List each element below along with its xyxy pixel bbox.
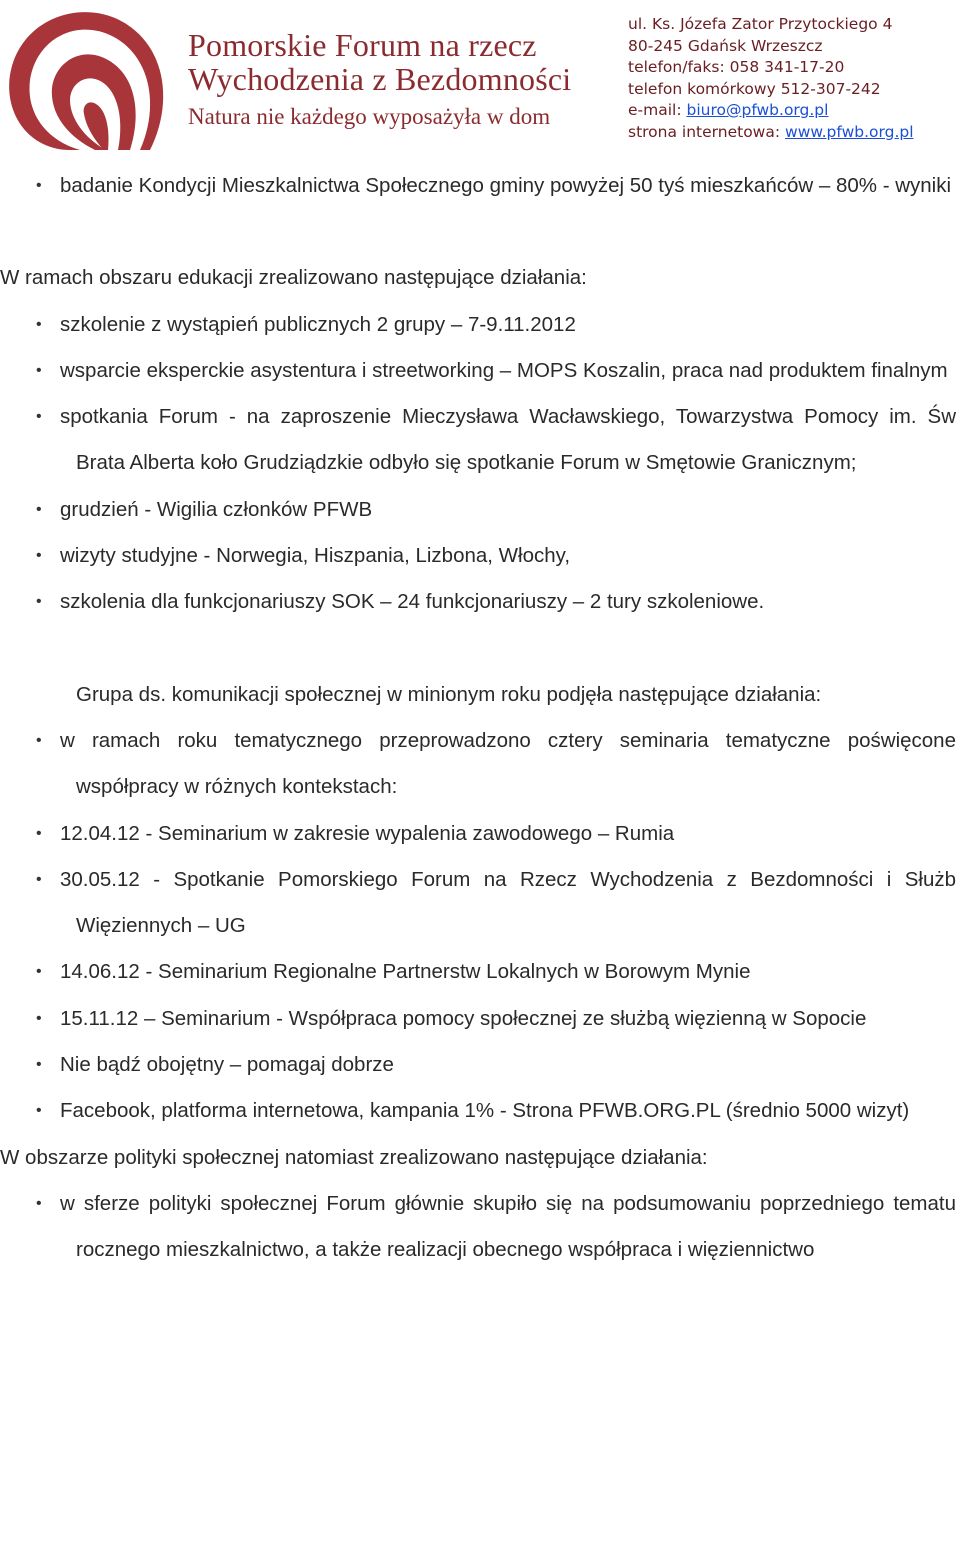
bullet-icon: • — [36, 500, 42, 518]
list-item-text: Nie bądź obojętny – pomagaj dobrze — [60, 1053, 394, 1077]
list-item — [0, 487, 960, 533]
list-item-text: Facebook, platforma internetowa, kampania 1% - Strona PFWB.ORG.PL (średnio 5000 wizyt) — [60, 1099, 910, 1123]
list-item — [0, 394, 960, 487]
contact-phone-fax: telefon/faks: 058 341-17-20 — [628, 58, 845, 76]
contact-block — [628, 14, 914, 143]
list-social-policy — [0, 1181, 960, 1274]
tagline: Natura nie każdego wyposażyła w dom — [188, 104, 551, 129]
bullet-icon: • — [36, 408, 42, 426]
organization-name-line2: Wychodzenia z Bezdomności — [188, 61, 572, 97]
list-item-text: wsparcie eksperckie asystentura i streetworking – MOPS Koszalin, praca nad produktem finalnym — [60, 358, 948, 382]
organization-name — [188, 28, 571, 96]
letterhead — [0, 0, 960, 150]
spiral-shell-logo — [0, 0, 180, 150]
bullet-icon: • — [36, 1102, 42, 1120]
list-item — [0, 811, 960, 857]
section-intro-education: W ramach obszaru edukacji zrealizowano następujące działania: — [0, 266, 587, 290]
list-item — [0, 533, 960, 579]
contact-email-label: e-mail: — [628, 101, 687, 119]
organization-name-line1: Pomorskie Forum na rzecz — [188, 27, 537, 63]
list-item — [0, 1088, 960, 1134]
contact-mobile: telefon komórkowy 512-307-242 — [628, 79, 881, 98]
list-item — [0, 348, 960, 394]
list-item — [0, 949, 960, 995]
list-item-text: grudzień - Wigilia członków PFWB — [60, 497, 373, 521]
list-item — [0, 302, 960, 348]
contact-email-row — [628, 100, 914, 122]
bullet-icon: • — [36, 361, 42, 379]
list-survey — [0, 163, 960, 209]
bullet-icon: • — [36, 315, 42, 333]
list-communication — [0, 718, 960, 1135]
list-item-text: szkolenie z wystąpień publicznych 2 grupy – 7-9.11.2012 — [60, 312, 576, 336]
document-body — [0, 163, 960, 1274]
bullet-icon: • — [36, 1009, 42, 1027]
bullet-icon: • — [36, 824, 42, 842]
website-link[interactable]: www.pfwb.org.pl — [785, 122, 914, 141]
section-intro-social-policy: W obszarze polityki społecznej natomiast zrealizowano następujące działania: — [0, 1145, 708, 1169]
contact-city: 80-245 Gdańsk Wrzeszcz — [628, 36, 823, 55]
email-link[interactable]: biuro@pfwb.org.pl — [686, 101, 829, 119]
list-item-text: 14.06.12 - Seminarium Regionalne Partnerstw Lokalnych w Borowym Mynie — [60, 960, 751, 984]
contact-website-label: strona internetowa: — [628, 122, 786, 141]
list-item-text: 15.11.12 – Seminarium - Współpraca pomocy społecznej ze służbą więzienną w Sopocie — [60, 1006, 867, 1030]
list-item-text: w sferze polityki społecznej Forum głównie skupiło się na podsumowaniu poprzedniego tematu rocznego mieszkalnictwo, a także realizacji obecnego współpraca i więziennictwo — [60, 1191, 956, 1262]
list-education — [0, 302, 960, 626]
bullet-icon: • — [36, 1056, 42, 1074]
bullet-icon: • — [36, 547, 42, 565]
list-item-text: badanie Kondycji Mieszkalnictwa Społecznego gminy powyżej 50 tyś mieszkańców – 80% - wyniki — [60, 174, 952, 197]
contact-address: ul. Ks. Józefa Zator Przytockiego 4 — [628, 15, 893, 33]
list-item-text: 12.04.12 - Seminarium w zakresie wypalenia zawodowego – Rumia — [60, 821, 675, 845]
bullet-icon: • — [36, 177, 42, 194]
list-item — [0, 579, 960, 625]
list-item — [0, 163, 960, 209]
bullet-icon: • — [36, 1194, 42, 1212]
bullet-icon: • — [36, 731, 42, 749]
list-item — [0, 1042, 960, 1088]
bullet-icon: • — [36, 593, 42, 611]
bullet-icon: • — [36, 870, 42, 888]
contact-website-row — [628, 122, 914, 144]
list-item-text: szkolenia dla funkcjonariuszy SOK – 24 funkcjonariuszy – 2 tury szkoleniowe. — [60, 590, 765, 614]
section-intro-communication: Grupa ds. komunikacji społecznej w minionym roku podjęła następujące działania: — [76, 682, 822, 706]
list-item — [0, 1181, 960, 1274]
list-item — [0, 857, 960, 950]
list-item-text: w ramach roku tematycznego przeprowadzono cztery seminaria tematyczne poświęcone współpracy w różnych kontekstach: — [60, 728, 956, 799]
bullet-icon: • — [36, 963, 42, 981]
list-item-text: spotkania Forum - na zaproszenie Mieczysława Wacławskiego, Towarzystwa Pomocy im. Św Brata Alberta koło Grudziądzkie odbyło się spotkanie Forum w Smętowie Granicznym; — [60, 405, 956, 475]
list-item-text: 30.05.12 - Spotkanie Pomorskiego Forum na Rzecz Wychodzenia z Bezdomności i Służb Więziennych – UG — [60, 867, 956, 938]
list-item-text: wizyty studyjne - Norwegia, Hiszpania, Lizbona, Włochy, — [60, 544, 571, 568]
list-item — [0, 996, 960, 1042]
list-item — [0, 718, 960, 811]
